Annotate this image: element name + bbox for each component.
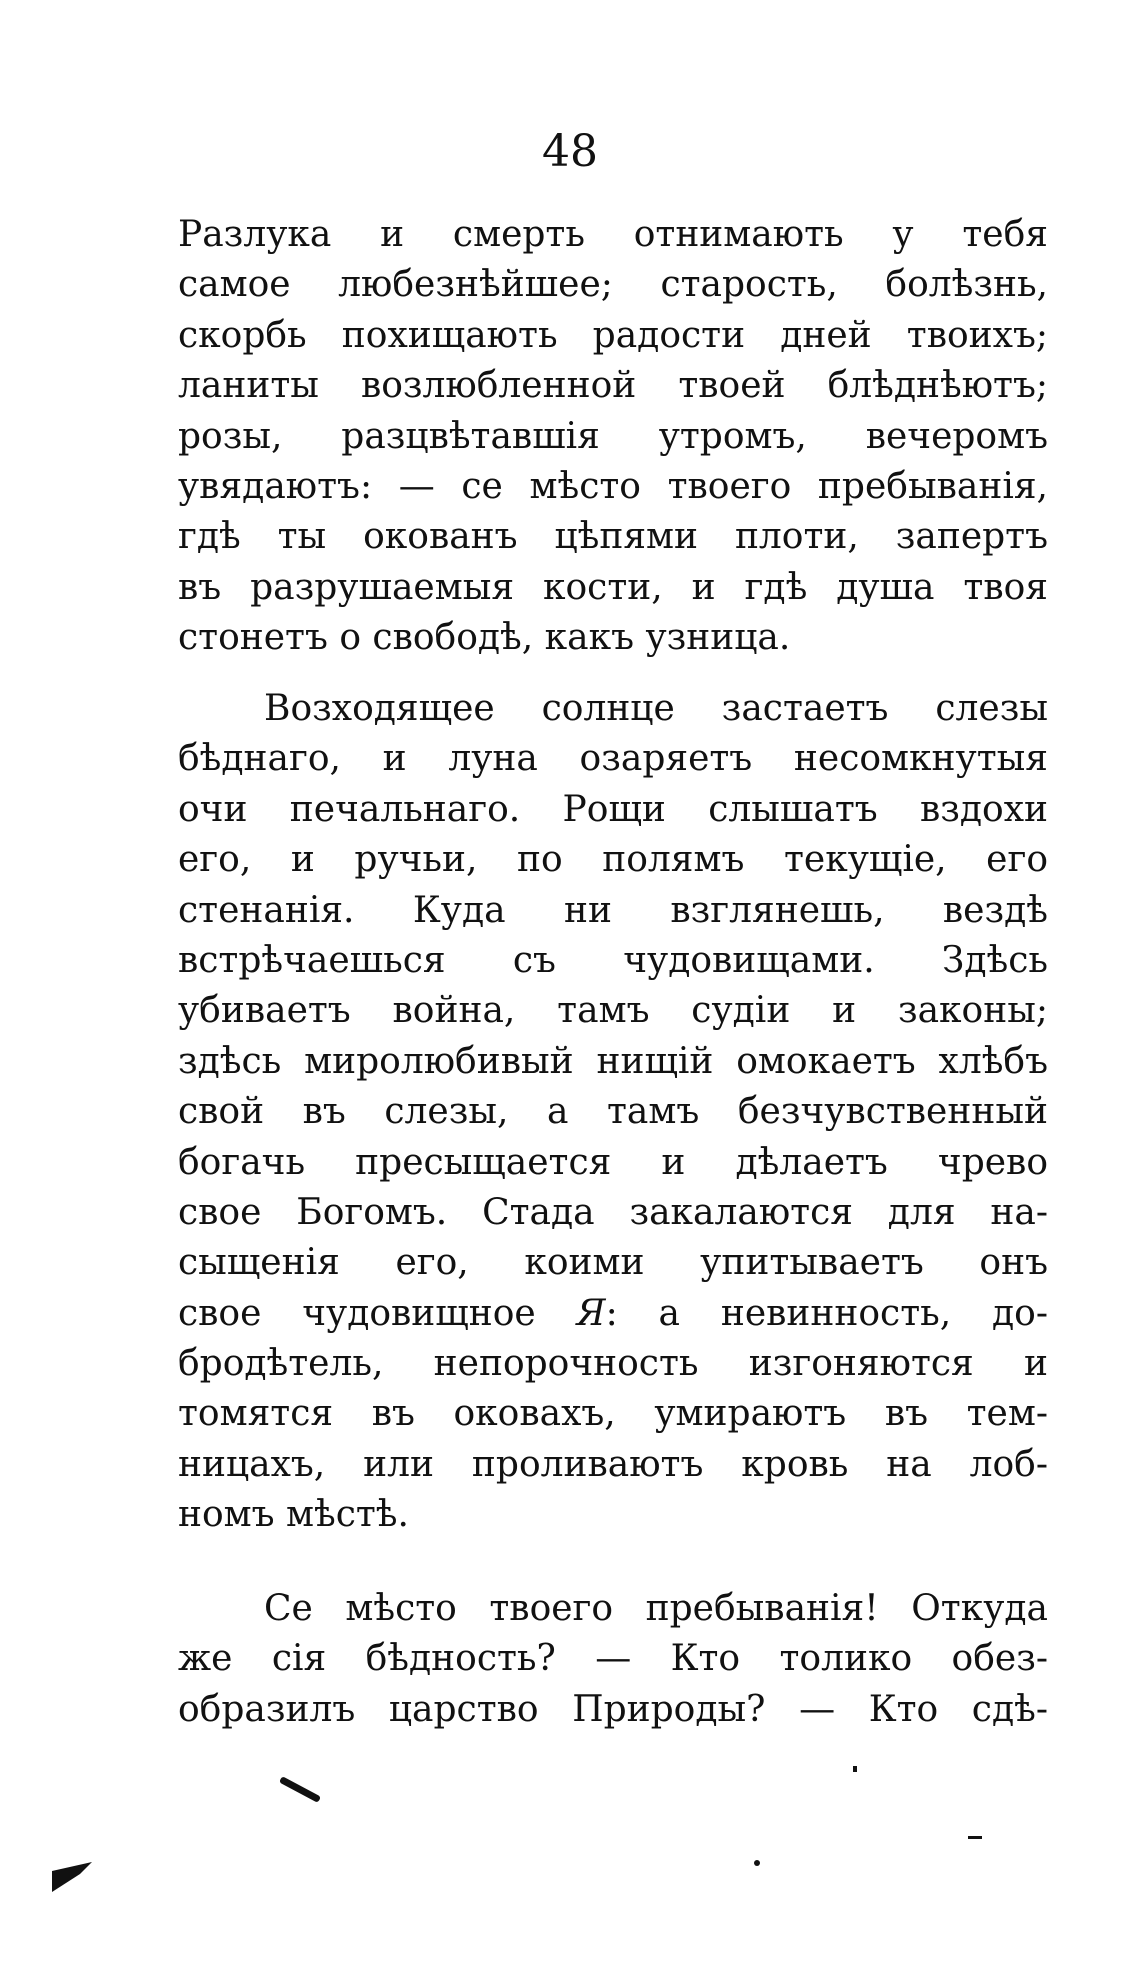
text-line: бѣднаго, и луна озаряетъ несомкнутыя <box>178 738 1048 780</box>
page-number: 48 <box>542 126 598 177</box>
text-line: свое Богомъ. Стада закалаются для на- <box>178 1191 1048 1233</box>
italic-word: Я <box>576 1292 606 1334</box>
text-line: сыщенія его, коими упитываетъ онъ <box>178 1242 1048 1284</box>
scan-mark <box>968 1836 982 1839</box>
text-line: здѣсь миролюбивый нищій омокаетъ хлѣбъ <box>178 1040 1048 1082</box>
text-line: бродѣтель, непорочность изгоняются и <box>178 1343 1048 1385</box>
text-line: въ разрушаемыя кости, и гдѣ душа твоя <box>178 566 1048 608</box>
text-line: встрѣчаешься съ чудовищами. Здѣсь <box>178 939 1048 981</box>
text-line: его, и ручьи, по полямъ текущіе, его <box>178 839 1048 881</box>
text-segment: свое чудовищное <box>178 1292 577 1334</box>
text-line: очи печальнаго. Рощи слышатъ вздохи <box>178 788 1048 830</box>
text-line: Разлука и смерть отнимають у тебя <box>178 214 1048 255</box>
text-line: стонетъ о свободѣ, какъ узница. <box>178 617 791 659</box>
text-line: увядаютъ: — се мѣсто твоего пребыванія, <box>178 465 1048 507</box>
paragraph-2 <box>178 684 1048 1541</box>
scan-mark <box>279 1776 321 1803</box>
text-line: ланиты возлюбленной твоей блѣднѣютъ; <box>178 365 1048 407</box>
text-line: стенанія. Куда ни взглянешь, вездѣ <box>178 889 1048 931</box>
text-line: убиваетъ война, тамъ судіи и законы; <box>178 990 1048 1032</box>
scan-mark <box>853 1766 857 1772</box>
text-line: свой въ слезы, а тамъ безчувственный <box>178 1091 1048 1133</box>
text-line: номъ мѣстѣ. <box>178 1494 409 1536</box>
text-line-with-italic <box>178 1289 1048 1339</box>
text-line: богачь пресыщается и дѣлаетъ чрево <box>178 1141 1048 1183</box>
text-line: гдѣ ты окованъ цѣпями плоти, запертъ <box>178 516 1048 558</box>
text-line: Се мѣсто твоего пребыванія! Откуда <box>264 1588 1048 1629</box>
text-line: скорбь похищають радости дней твоихъ; <box>178 314 1048 356</box>
text-line: ницахъ, или проливаютъ кровь на лоб- <box>178 1443 1048 1485</box>
paragraph-1 <box>178 210 1048 664</box>
paragraph-3 <box>178 1584 1048 1735</box>
text-line: розы, разцвѣтавшія утромъ, вечеромъ <box>178 415 1048 457</box>
text-line: Возходящее солнце застаетъ слезы <box>264 688 1048 729</box>
text-line: же сія бѣдность? — Кто толико обез- <box>178 1638 1048 1680</box>
text-line: самое любезнѣйшее; старость, болѣзнь, <box>178 264 1048 306</box>
scan-mark <box>52 1862 92 1892</box>
text-line: томятся въ оковахъ, умираютъ въ тем- <box>178 1393 1048 1435</box>
text-line: образилъ царство Природы? — Кто сдѣ- <box>178 1688 1048 1730</box>
scan-mark <box>754 1860 760 1866</box>
text-segment: : а невинность, до- <box>605 1292 1048 1334</box>
